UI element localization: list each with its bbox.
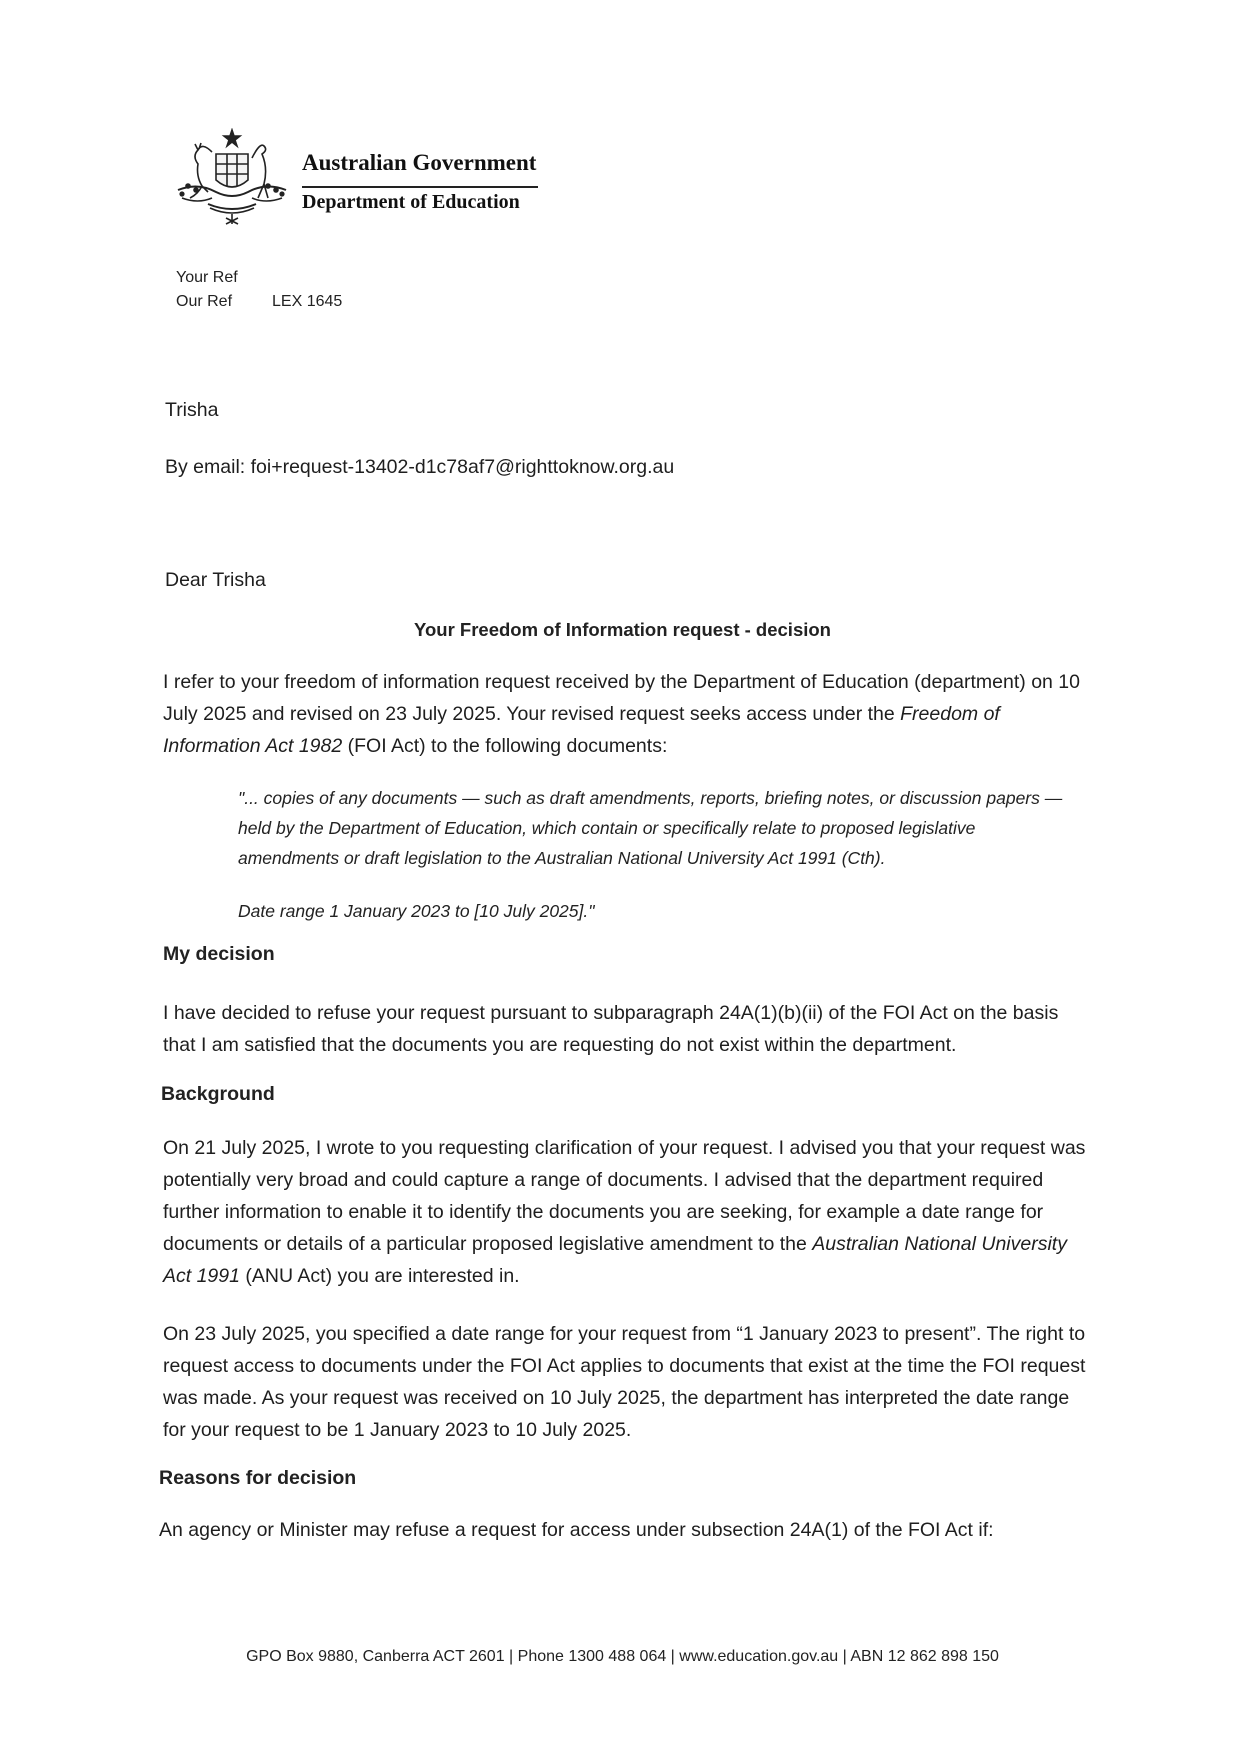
recipient-name: Trisha (165, 399, 219, 421)
reasons-heading: Reasons for decision (159, 1467, 357, 1489)
intro-text-1: I refer to your freedom of information request received by the Department of Education (department) on 10 July 2025 and revised on 23 July 2025. Your revised request seeks access under the (163, 671, 1080, 725)
my-decision-body: I have decided to refuse your request pursuant to subparagraph 24A(1)(b)(ii) of the FOI Act on the basis that I am satisfied that the documents you are requesting do not exist within the department. (163, 1002, 1059, 1056)
our-ref-label: Our Ref (176, 293, 233, 310)
my-decision-heading: My decision (163, 943, 275, 965)
intro-text-2: (FOI Act) to the following documents: (342, 735, 668, 757)
background-heading: Background (161, 1083, 275, 1105)
page-footer: GPO Box 9880, Canberra ACT 2601 | Phone 1300 488 064 | www.education.gov.au | ABN 12 862 898 150 (246, 1648, 999, 1665)
letterhead-department: Department of Education (302, 191, 520, 213)
background-paragraph-1 (163, 1132, 1093, 1292)
letter-title: Your Freedom of Information request - decision (414, 619, 831, 640)
salutation: Dear Trisha (165, 569, 266, 591)
your-ref (176, 269, 272, 287)
intro-act-title: Freedom of Information Act 1982 (163, 703, 1000, 757)
your-ref-label: Your Ref (176, 269, 238, 286)
background-text-2: (ANU Act) you are interested in. (239, 1265, 520, 1287)
request-date-range: Date range 1 January 2023 to [10 July 2025]." (238, 901, 595, 921)
recipient-email: By email: foi+request-13402-d1c78af7@righttoknow.org.au (165, 456, 675, 478)
intro-paragraph (163, 666, 1093, 762)
letterhead-divider (302, 186, 538, 188)
letterhead-government: Australian Government (302, 150, 537, 175)
reasons-body: An agency or Minister may refuse a request for access under subsection 24A(1) of the FOI Act if: (159, 1519, 994, 1541)
background-act-title: Australian National University Act 1991 (163, 1233, 1067, 1287)
coat-of-arms-icon (168, 128, 296, 226)
background-text-1: On 21 July 2025, I wrote to you requesting clarification of your request. I advised you that your request was potentially very broad and could capture a range of documents. I advised that the department required further information to enable it to identify the documents you are seeking, for example a date range for documents or details of a particular proposed legislative amendment to the (163, 1137, 1086, 1255)
our-ref (176, 293, 342, 311)
request-quote: "... copies of any documents — such as draft amendments, reports, briefing notes, or discussion papers — held by the Department of Education, which contain or specifically relate to proposed legislative amendments or draft legislation to the Australian National University Act 1991 (Cth). (238, 788, 1063, 868)
our-ref-value: LEX 1645 (272, 293, 343, 310)
background-paragraph-2: On 23 July 2025, you specified a date range for your request from “1 January 2023 to present”. The right to request access to documents under the FOI Act applies to documents that exist at the time the FOI request was made. As your request was received on 10 July 2025, the department has interpreted the date range for your request to be 1 January 2023 to 10 July 2025. (163, 1323, 1086, 1441)
